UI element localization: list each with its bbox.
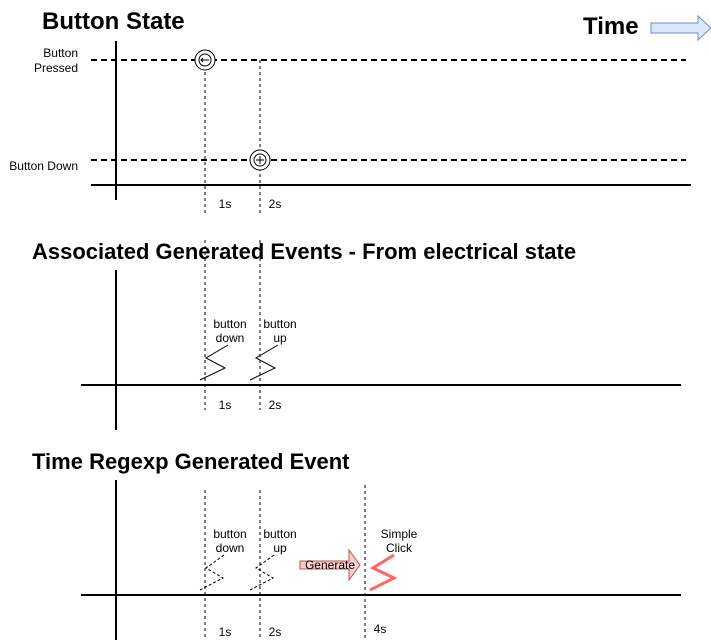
- event-label-line2: down: [215, 331, 245, 345]
- tick-2s-section1: 2s: [268, 197, 282, 211]
- row-label-button-pressed-cont: [34, 61, 78, 75]
- event-label-line2: up: [273, 541, 287, 555]
- event-label-line2: up: [273, 331, 287, 345]
- lightning-down-icon: [200, 345, 228, 380]
- event-label-line1: button: [213, 527, 247, 541]
- row-label-button-pressed: [43, 46, 78, 60]
- lightning-up-dashed-icon: [250, 555, 274, 590]
- tick-4s-section3: 4s: [373, 622, 387, 636]
- time-label: Time: [583, 13, 639, 40]
- section-title-regexp-event: Time Regexp Generated Event: [32, 449, 350, 474]
- result-label-simple-click: [381, 527, 418, 555]
- generate-label: Generate: [304, 558, 356, 572]
- tick-1s-section3: 1s: [218, 625, 232, 639]
- event-label-button-down-section3: [213, 527, 246, 555]
- tick-2s-section3: 2s: [268, 625, 282, 639]
- event-label-line1: button: [263, 527, 297, 541]
- row-label-button-down: Button Down: [9, 159, 78, 173]
- event-label-line1: button: [213, 317, 247, 331]
- section-title-associated-events: Associated Generated Events - From electrical state: [32, 239, 577, 264]
- lightning-up-icon: [250, 345, 278, 380]
- result-label-line2: Click: [386, 541, 412, 555]
- tick-1s-section1: 1s: [218, 197, 232, 211]
- row-label-button-pressed-line1: Button: [43, 46, 78, 60]
- simple-click-event-icon: [370, 555, 394, 590]
- event-label-line2: down: [215, 541, 245, 555]
- event-label-line1: button: [263, 317, 297, 331]
- time-indicator: [583, 13, 711, 40]
- lightning-down-dashed-icon: [200, 555, 224, 590]
- tick-1s-section2: 1s: [218, 398, 232, 412]
- event-label-button-up-section2: [263, 317, 296, 345]
- time-arrow-icon: [651, 16, 711, 40]
- result-label-line1: Simple: [380, 527, 418, 541]
- tick-2s-section2: 2s: [268, 398, 282, 412]
- event-label-button-down-section2: [213, 317, 246, 345]
- section-title-button-state: Button State: [42, 8, 185, 35]
- press-event-marker-icon: [195, 50, 215, 70]
- generate-arrow: [300, 550, 360, 580]
- down-event-marker-icon: [250, 150, 270, 170]
- event-label-button-up-section3: [263, 527, 296, 555]
- row-label-button-pressed-line2: Pressed: [33, 61, 78, 75]
